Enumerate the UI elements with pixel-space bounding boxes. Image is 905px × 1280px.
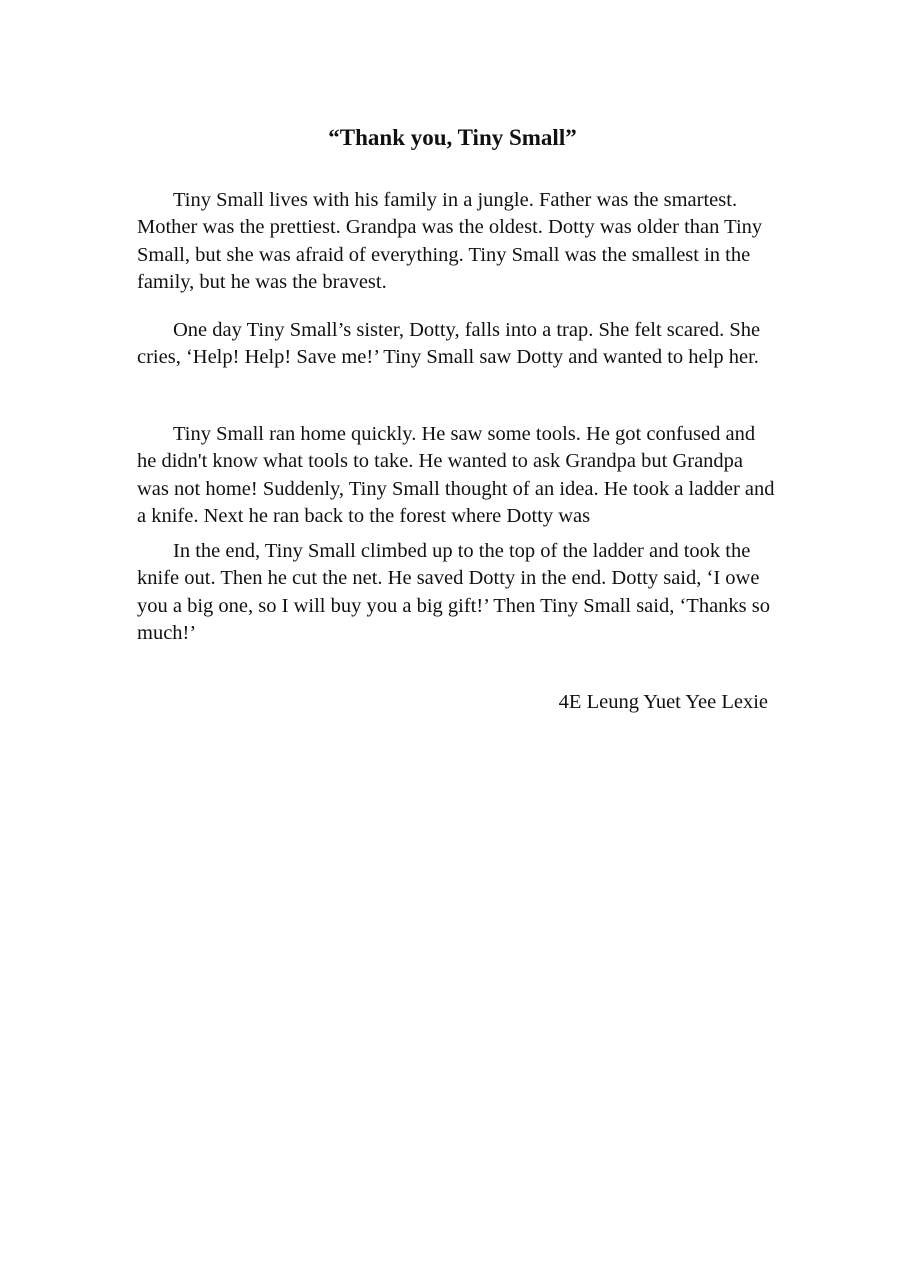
- story-paragraph-3: Tiny Small ran home quickly. He saw some tools. He got confused and he didn't know what tools to take. He wanted to ask Grandpa but Grandpa was not home! Suddenly, Tiny Small thought of an idea. He took a ladder and a knife. Next he ran back to the forest where Dotty was: [137, 423, 775, 527]
- story-paragraph-4: In the end, Tiny Small climbed up to the top of the ladder and took the knife out. Then he cut the net. He saved Dotty in the end. Dotty said, ‘I owe you a big one, so I will buy you a big gift!’ Then Tiny Small said, ‘Thanks so much!’: [137, 540, 770, 644]
- story-title: “Thank you, Tiny Small”: [328, 125, 577, 150]
- author-name: 4E Leung Yuet Yee Lexie: [558, 691, 768, 713]
- story-paragraph-2: One day Tiny Small’s sister, Dotty, falls into a trap. She felt scared. She cries, ‘Help! Help! Save me!’ Tiny Small saw Dotty and wanted to help her.: [137, 319, 761, 369]
- story-paragraph-1: Tiny Small lives with his family in a jungle. Father was the smartest. Mother was the prettiest. Grandpa was the oldest. Dotty was older than Tiny Small, but she was afraid of everything. Tiny Small was the smallest in the family, but he was the bravest.: [137, 189, 763, 293]
